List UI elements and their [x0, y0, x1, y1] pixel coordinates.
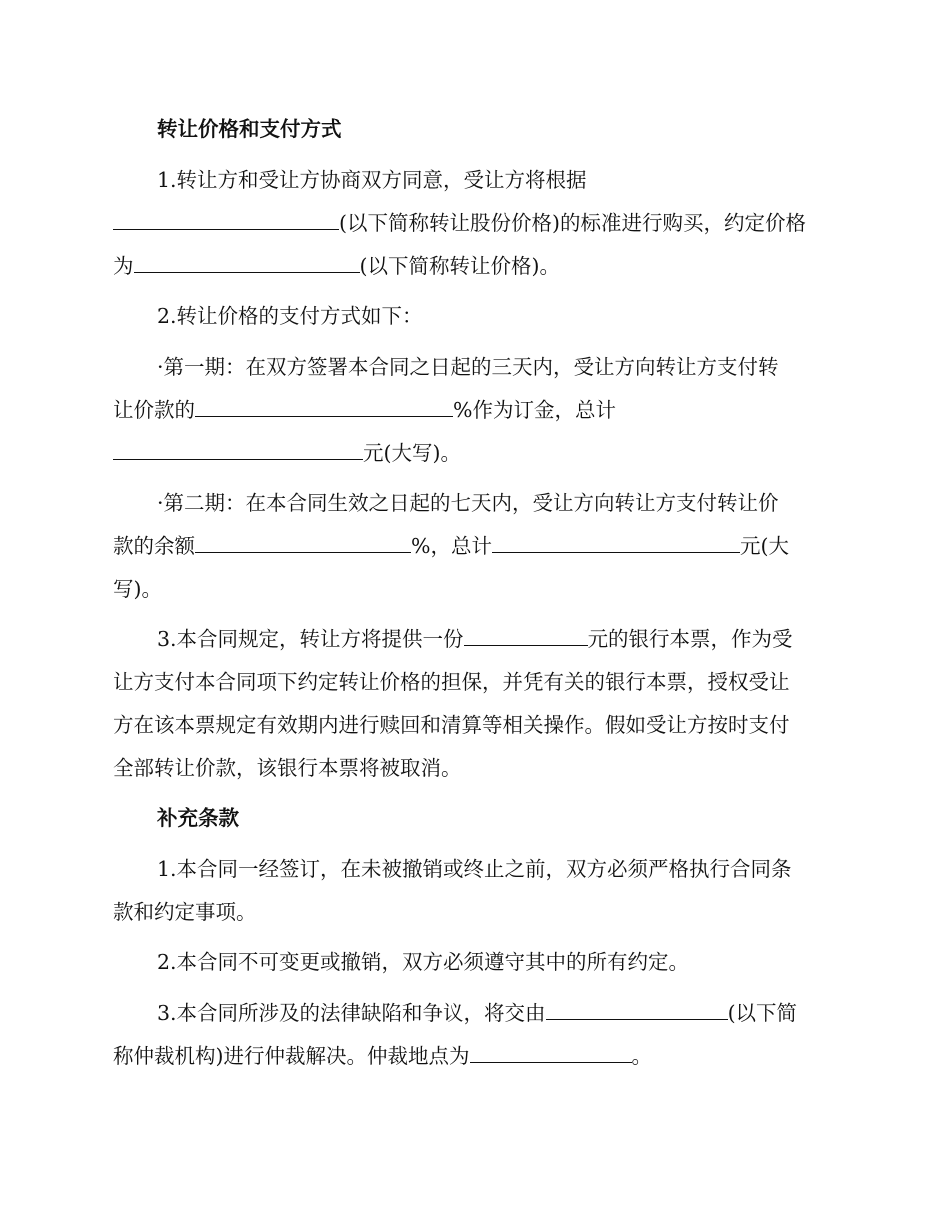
paragraph-line: 1.转让方和受让方协商双方同意，受让方将根据 [157, 168, 587, 192]
paragraph-line [113, 1042, 652, 1070]
paragraph-text: 元的银行本票，作为受 [587, 627, 793, 651]
paragraph-text: (以下简 [727, 1001, 798, 1025]
paragraph-text: 为 [113, 254, 134, 278]
fill-in-blank[interactable] [492, 532, 740, 553]
paragraph-text: (以下简称转让股份价格)的标准进行购买，约定价格 [339, 211, 806, 235]
paragraph-text: 。 [631, 1044, 652, 1068]
paragraph-line [113, 252, 560, 280]
paragraph-text: %作为订金，总计 [453, 398, 616, 422]
paragraph-line: 2.本合同不可变更或撤销，双方必须遵守其中的所有约定。 [157, 950, 690, 974]
paragraph-line: 2.转让价格的支付方式如下： [157, 304, 423, 328]
paragraph-line [157, 999, 797, 1027]
paragraph-text: 3.本合同规定，转让方将提供一份 [157, 627, 464, 651]
fill-in-blank[interactable] [134, 252, 360, 273]
paragraph-line [157, 625, 793, 653]
paragraph-text: %，总计 [411, 534, 492, 558]
fill-in-blank[interactable] [195, 396, 453, 417]
paragraph-line [113, 439, 461, 467]
paragraph-text: (以下简称转让价格)。 [359, 254, 560, 278]
fill-in-blank[interactable] [113, 439, 363, 460]
fill-in-blank[interactable] [470, 1042, 632, 1063]
paragraph-line: ·第一期：在双方签署本合同之日起的三天内，受让方向转让方支付转 [157, 355, 779, 379]
paragraph-line: 1.本合同一经签订，在未被撤销或终止之前，双方必须严格执行合同条 [157, 857, 792, 881]
paragraph-text: 元(大写)。 [363, 441, 461, 465]
paragraph-text: 元(大 [739, 534, 789, 558]
paragraph-line [113, 209, 806, 237]
paragraph-line: 全部转让价款，该银行本票将被取消。 [113, 756, 462, 780]
section-heading-supplementary-terms: 补充条款 [157, 806, 239, 830]
fill-in-blank[interactable] [113, 209, 339, 230]
paragraph-line [113, 396, 616, 424]
fill-in-blank[interactable] [546, 999, 728, 1020]
paragraph-line [113, 532, 789, 560]
paragraph-line: 款和约定事项。 [113, 900, 257, 924]
paragraph-text: 让价款的 [113, 398, 195, 422]
paragraph-line: ·第二期：在本合同生效之日起的七天内，受让方向转让方支付转让价 [157, 491, 779, 515]
paragraph-line: 让方支付本合同项下约定转让价格的担保，并凭有关的银行本票，授权受让 [113, 670, 790, 694]
paragraph-line: 方在该本票规定有效期内进行赎回和清算等相关操作。假如受让方按时支付 [113, 713, 790, 737]
fill-in-blank[interactable] [195, 532, 411, 553]
paragraph-text: 称仲裁机构)进行仲裁解决。仲裁地点为 [113, 1044, 470, 1068]
fill-in-blank[interactable] [464, 625, 588, 646]
section-heading-transfer-price: 转让价格和支付方式 [157, 117, 342, 141]
paragraph-text: 款的余额 [113, 534, 195, 558]
paragraph-text: 3.本合同所涉及的法律缺陷和争议，将交由 [157, 1001, 546, 1025]
paragraph-line: 写)。 [113, 577, 162, 601]
